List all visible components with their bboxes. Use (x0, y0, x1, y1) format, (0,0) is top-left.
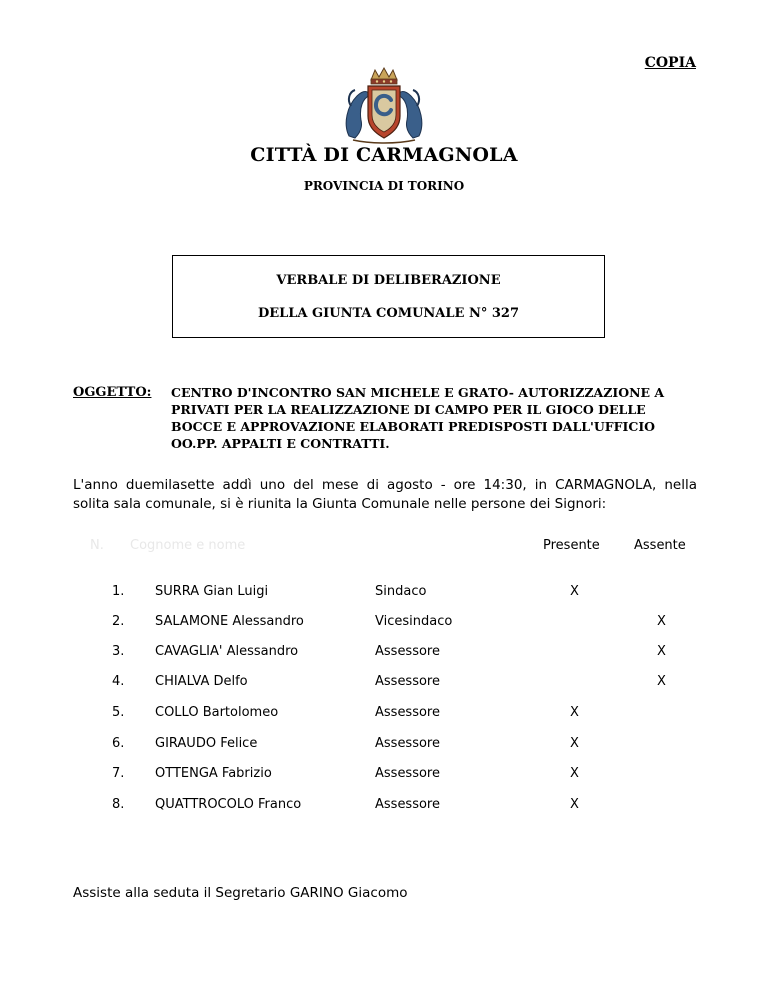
city-crest-icon (341, 66, 427, 146)
header-name: Cognome e nome (130, 538, 246, 553)
row-role: Assessore (375, 766, 440, 781)
row-num: 8. (112, 797, 125, 812)
row-num: 1. (112, 584, 125, 599)
row-num: 6. (112, 736, 125, 751)
row-role: Assessore (375, 797, 440, 812)
row-role: Assessore (375, 644, 440, 659)
header-presente: Presente (543, 538, 600, 553)
oggetto-label: OGGETTO: (73, 385, 152, 400)
verbale-box (172, 255, 605, 338)
row-num: 5. (112, 705, 125, 720)
row-assente: X (657, 674, 666, 689)
row-num: 7. (112, 766, 125, 781)
table-row (0, 614, 768, 634)
oggetto-text (171, 384, 701, 452)
table-row (0, 584, 768, 604)
oggetto-line: OO.PP. APPALTI E CONTRATTI. (171, 436, 390, 451)
row-role: Sindaco (375, 584, 427, 599)
row-name: SALAMONE Alessandro (155, 614, 304, 629)
row-role: Vicesindaco (375, 614, 453, 629)
city-title: CITTÀ DI CARMAGNOLA (250, 144, 518, 166)
table-row (0, 736, 768, 756)
row-presente: X (570, 797, 579, 812)
row-presente: X (570, 766, 579, 781)
province-title: PROVINCIA DI TORINO (303, 179, 465, 193)
intro-line: solita sala comunale, si è riunita la Giunta Comunale nelle persone dei Signori: (73, 496, 607, 512)
secretary-line: Assiste alla seduta il Segretario GARINO Giacomo (73, 885, 408, 901)
row-assente: X (657, 644, 666, 659)
table-row (0, 705, 768, 725)
row-name: COLLO Bartolomeo (155, 705, 279, 720)
table-row (0, 674, 768, 694)
oggetto-line: CENTRO D'INCONTRO SAN MICHELE E GRATO- AUTORIZZAZIONE A (171, 385, 665, 400)
row-role: Assessore (375, 674, 440, 689)
table-row (0, 644, 768, 664)
intro-line: L'anno duemilasette addì uno del mese di agosto - ore 14:30, in CARMAGNOLA, nella (73, 477, 697, 493)
row-presente: X (570, 736, 579, 751)
row-assente: X (657, 614, 666, 629)
row-num: 3. (112, 644, 125, 659)
oggetto-line: PRIVATI PER LA REALIZZAZIONE DI CAMPO PER IL GIOCO DELLE (171, 402, 646, 417)
table-row (0, 797, 768, 817)
header-assente: Assente (634, 538, 686, 553)
copia-label: COPIA (644, 55, 696, 71)
intro-paragraph (73, 476, 697, 514)
oggetto-line: BOCCE E APPROVAZIONE ELABORATI PREDISPOSTI DALL'UFFICIO (171, 419, 656, 434)
verbale-title: VERBALE DI DELIBERAZIONE (276, 273, 501, 288)
row-name: OTTENGA Fabrizio (155, 766, 272, 781)
row-name: QUATTROCOLO Franco (155, 797, 302, 812)
table-row (0, 766, 768, 786)
row-name: SURRA Gian Luigi (155, 584, 269, 599)
row-name: CAVAGLIA' Alessandro (155, 644, 299, 659)
row-name: GIRAUDO Felice (155, 736, 258, 751)
verbale-number: DELLA GIUNTA COMUNALE N° 327 (257, 306, 520, 321)
row-name: CHIALVA Delfo (155, 674, 248, 689)
row-num: 2. (112, 614, 125, 629)
row-role: Assessore (375, 705, 440, 720)
header-num: N. (90, 538, 104, 553)
row-role: Assessore (375, 736, 440, 751)
row-num: 4. (112, 674, 125, 689)
row-presente: X (570, 584, 579, 599)
row-presente: X (570, 705, 579, 720)
